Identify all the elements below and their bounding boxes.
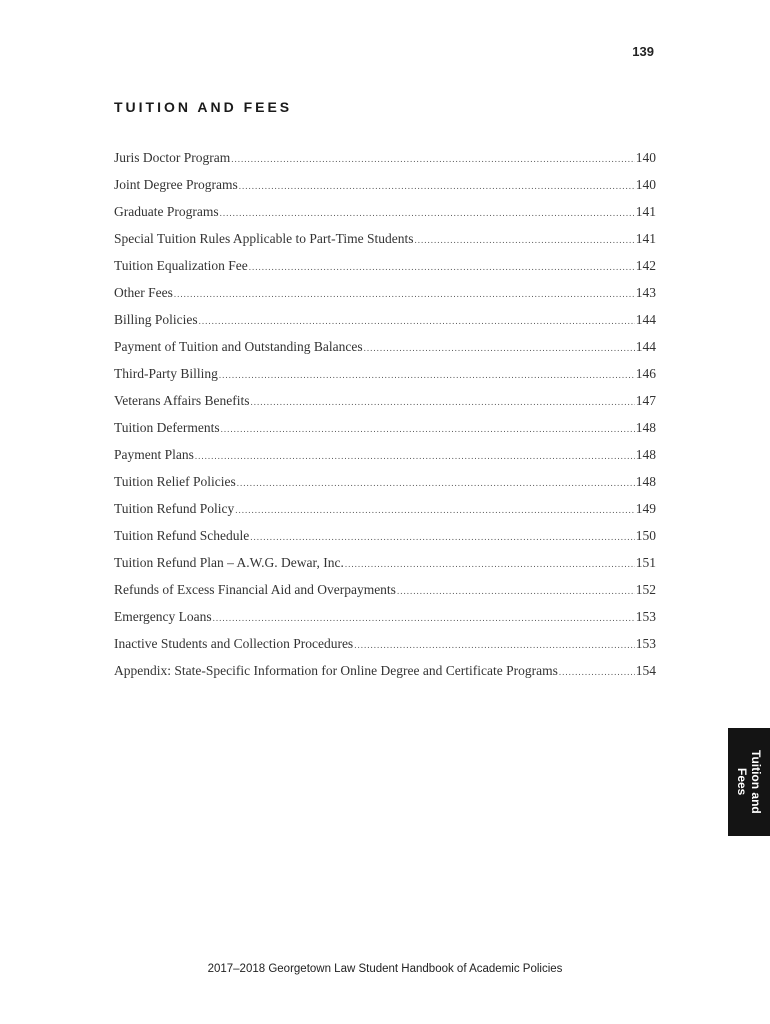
toc-entry[interactable] — [114, 582, 656, 609]
toc-entry-page: 141 — [635, 231, 656, 246]
toc-entry-label: Refunds of Excess Financial Aid and Overpayments — [114, 582, 396, 597]
toc-entry-page: 144 — [635, 312, 656, 327]
toc-entry[interactable] — [114, 231, 656, 258]
toc-entry-label: Tuition Deferments — [114, 420, 220, 435]
toc-entry-label: Tuition Refund Plan – A.W.G. Dewar, Inc. — [114, 555, 344, 570]
toc-entry-label: Juris Doctor Program — [114, 150, 231, 165]
toc-leader-dots — [174, 289, 635, 299]
page-number: 139 — [632, 44, 654, 59]
toc-entry-page: 141 — [635, 204, 656, 219]
toc-entry-page: 150 — [635, 528, 656, 543]
toc-entry-page: 148 — [635, 474, 656, 489]
toc-leader-dots — [239, 181, 635, 191]
toc-entry-page: 149 — [635, 501, 656, 516]
toc-entry-label: Inactive Students and Collection Procedures — [114, 636, 354, 651]
toc-leader-dots — [219, 370, 635, 380]
toc-leader-dots — [397, 586, 635, 596]
toc-leader-dots — [231, 154, 635, 164]
toc-entry[interactable] — [114, 177, 656, 204]
toc-entry-page: 148 — [635, 420, 656, 435]
toc-entry-label: Special Tuition Rules Applicable to Part-Time Students — [114, 231, 414, 246]
toc-entry-page: 146 — [635, 366, 656, 381]
toc-entry[interactable] — [114, 366, 656, 393]
toc-entry-page: 140 — [635, 177, 656, 192]
toc-entry[interactable] — [114, 501, 656, 528]
toc-entry[interactable] — [114, 285, 656, 312]
side-tab-label: Tuition and Fees — [735, 750, 763, 814]
toc-entry-page: 153 — [635, 636, 656, 651]
section-side-tab[interactable] — [728, 728, 770, 836]
toc-entry[interactable] — [114, 474, 656, 501]
toc-entry-label: Tuition Refund Policy — [114, 501, 235, 516]
toc-leader-dots — [195, 451, 635, 461]
toc-leader-dots — [354, 640, 635, 650]
toc-entry-label: Tuition Refund Schedule — [114, 528, 250, 543]
toc-leader-dots — [220, 208, 635, 218]
toc-entry[interactable] — [114, 663, 656, 690]
toc-entry-label: Tuition Equalization Fee — [114, 258, 248, 273]
table-of-contents — [114, 150, 656, 690]
toc-leader-dots — [415, 235, 635, 245]
toc-entry[interactable] — [114, 636, 656, 663]
toc-leader-dots — [250, 397, 634, 407]
toc-leader-dots — [237, 478, 635, 488]
toc-entry-page: 147 — [635, 393, 656, 408]
toc-leader-dots — [559, 667, 635, 677]
toc-entry-page: 142 — [635, 258, 656, 273]
toc-entry-page: 148 — [635, 447, 656, 462]
toc-entry-label: Payment of Tuition and Outstanding Balances — [114, 339, 363, 354]
toc-entry-label: Third-Party Billing — [114, 366, 218, 381]
toc-entry-label: Payment Plans — [114, 447, 194, 462]
toc-entry[interactable] — [114, 555, 656, 582]
toc-entry[interactable] — [114, 393, 656, 420]
toc-leader-dots — [250, 532, 634, 542]
toc-entry[interactable] — [114, 339, 656, 366]
toc-leader-dots — [213, 613, 635, 623]
toc-leader-dots — [345, 559, 635, 569]
toc-entry[interactable] — [114, 609, 656, 636]
toc-entry-label: Other Fees — [114, 285, 173, 300]
toc-entry-page: 143 — [635, 285, 656, 300]
toc-entry-page: 152 — [635, 582, 656, 597]
toc-entry-page: 154 — [635, 663, 656, 678]
toc-leader-dots — [249, 262, 635, 272]
toc-entry-label: Billing Policies — [114, 312, 198, 327]
toc-entry-label: Joint Degree Programs — [114, 177, 238, 192]
toc-entry-label: Veterans Affairs Benefits — [114, 393, 250, 408]
toc-entry-label: Graduate Programs — [114, 204, 219, 219]
toc-entry-page: 140 — [635, 150, 656, 165]
toc-entry[interactable] — [114, 312, 656, 339]
toc-entry-page: 153 — [635, 609, 656, 624]
toc-entry[interactable] — [114, 447, 656, 474]
toc-entry-page: 151 — [635, 555, 656, 570]
toc-entry-label: Appendix: State-Specific Information for Online Degree and Certificate Programs — [114, 663, 558, 678]
toc-entry[interactable] — [114, 204, 656, 231]
toc-leader-dots — [235, 505, 634, 515]
section-title: TUITION AND FEES — [114, 99, 293, 115]
toc-entry[interactable] — [114, 258, 656, 285]
toc-leader-dots — [364, 343, 635, 353]
toc-entry-label: Emergency Loans — [114, 609, 212, 624]
toc-entry[interactable] — [114, 528, 656, 555]
toc-entry[interactable] — [114, 420, 656, 447]
toc-entry-page: 144 — [635, 339, 656, 354]
toc-leader-dots — [199, 316, 635, 326]
toc-entry-label: Tuition Relief Policies — [114, 474, 236, 489]
toc-entry[interactable] — [114, 150, 656, 177]
toc-leader-dots — [221, 424, 635, 434]
page-footer: 2017–2018 Georgetown Law Student Handbook of Academic Policies — [207, 963, 563, 975]
